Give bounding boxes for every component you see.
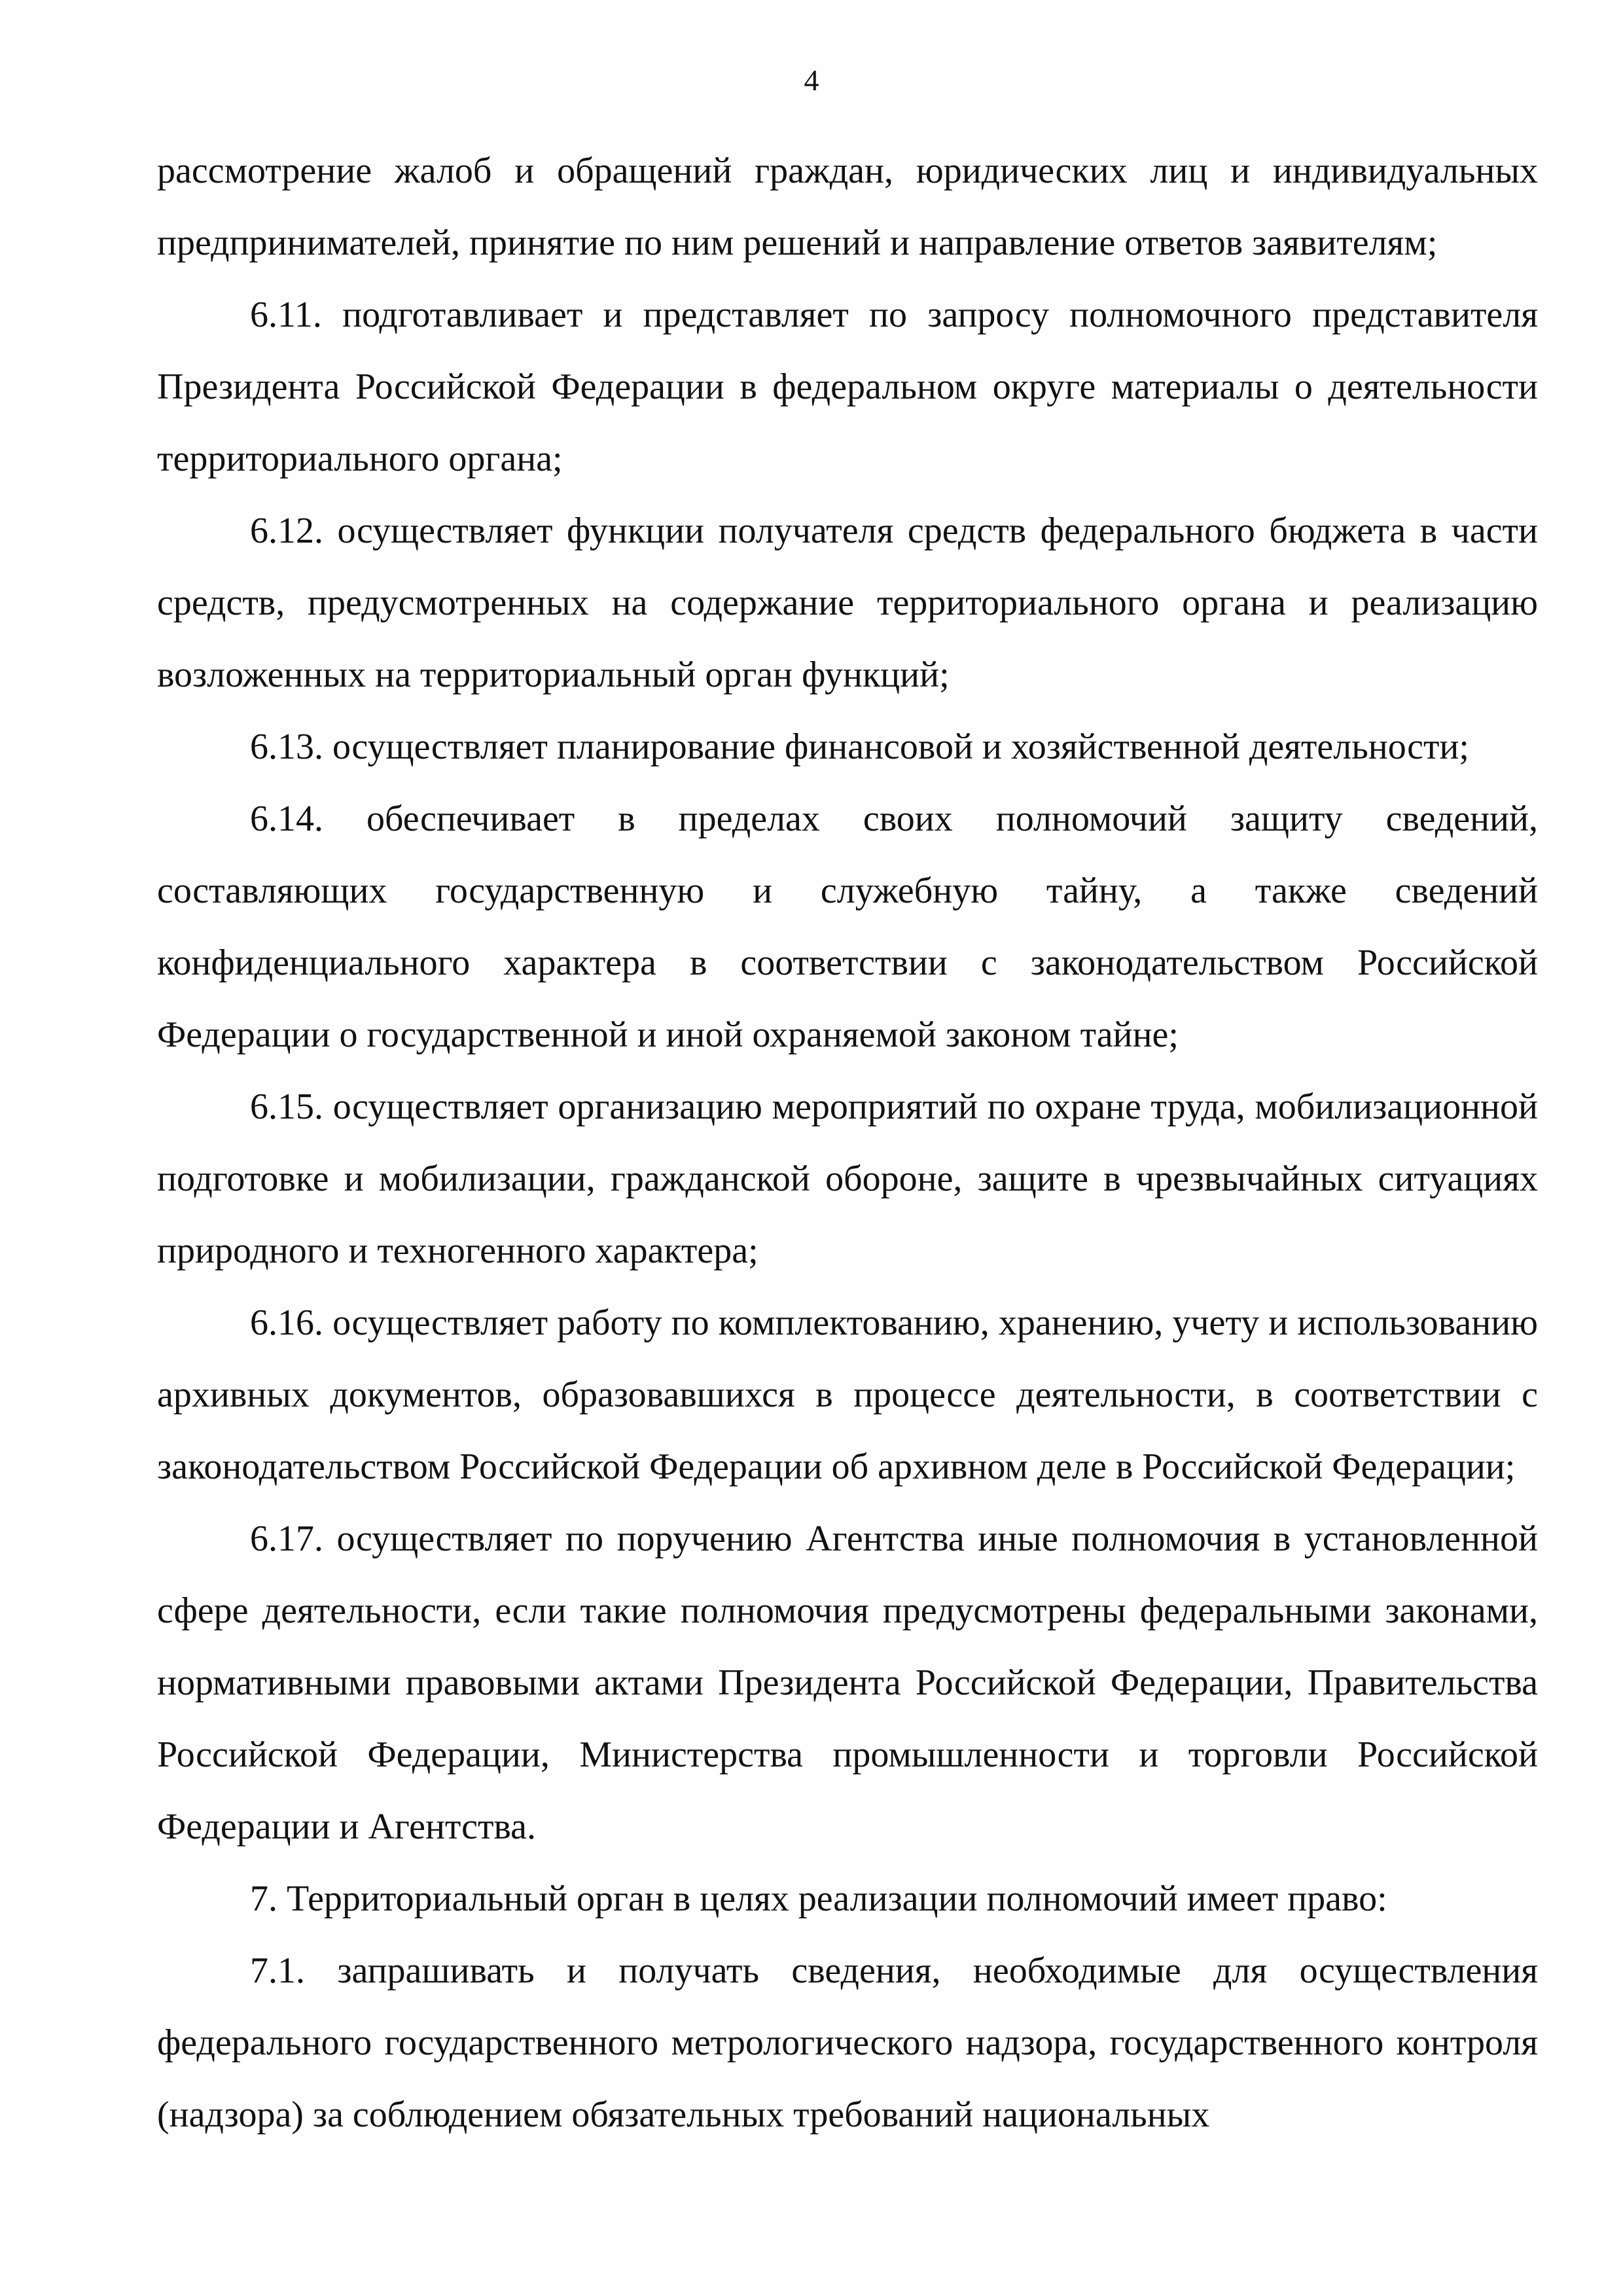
paragraph-6-11: 6.11. подготавливает и представляет по запросу полномочного представителя Президента Российской Федерации в федеральном округе материалы о деятельности территориального органа; bbox=[157, 295, 1538, 479]
page-number: 4 bbox=[804, 63, 819, 97]
paragraph-6-17: 6.17. осуществляет по поручению Агентства иные полномочия в установленной сфере деятельности, если такие полномочия предусмотрены федеральными законами, нормативными правовыми актами Президента Российской Федерации, Правительства Российской Федерации, Министерства промышленности и торговли Российской Федерации и Агентства. bbox=[157, 1518, 1538, 1847]
paragraph-7: 7. Территориальный орган в целях реализации полномочий имеет право: bbox=[250, 1878, 1387, 1919]
paragraph-complaints-continuation: рассмотрение жалоб и обращений граждан, юридических лиц и индивидуальных предпринимателей, принятие по ним решений и направление ответов заявителям; bbox=[157, 151, 1538, 263]
paragraph-6-13: 6.13. осуществляет планирование финансовой и хозяйственной деятельности; bbox=[250, 726, 1469, 767]
paragraph-6-12: 6.12. осуществляет функции получателя средств федерального бюджета в части средств, предусмотренных на содержание территориального органа и реализацию возложенных на территориальный орган функций; bbox=[157, 511, 1538, 695]
paragraph-7-1: 7.1. запрашивать и получать сведения, необходимые для осуществления федерального государственного метрологического надзора, государственного контроля (надзора) за соблюдением обязательных требований национальных bbox=[157, 1950, 1538, 2135]
paragraph-6-15: 6.15. осуществляет организацию мероприятий по охране труда, мобилизационной подготовке и мобилизации, гражданской обороне, защите в чрезвычайных ситуациях природного и техногенного характера; bbox=[157, 1086, 1538, 1271]
document-body bbox=[157, 135, 1538, 2151]
paragraph-6-16: 6.16. осуществляет работу по комплектованию, хранению, учету и использованию архивных документов, образовавшихся в процессе деятельности, в соответствии с законодательством Российской Федерации об архивном деле в Российской Федерации; bbox=[157, 1302, 1538, 1487]
paragraph-6-14: 6.14. обеспечивает в пределах своих полномочий защиту сведений, составляющих государственную и служебную тайну, а также сведений конфиденциального характера в соответствии с законодательством Российской Федерации о государственной и иной охраняемой законом тайне; bbox=[157, 798, 1538, 1055]
